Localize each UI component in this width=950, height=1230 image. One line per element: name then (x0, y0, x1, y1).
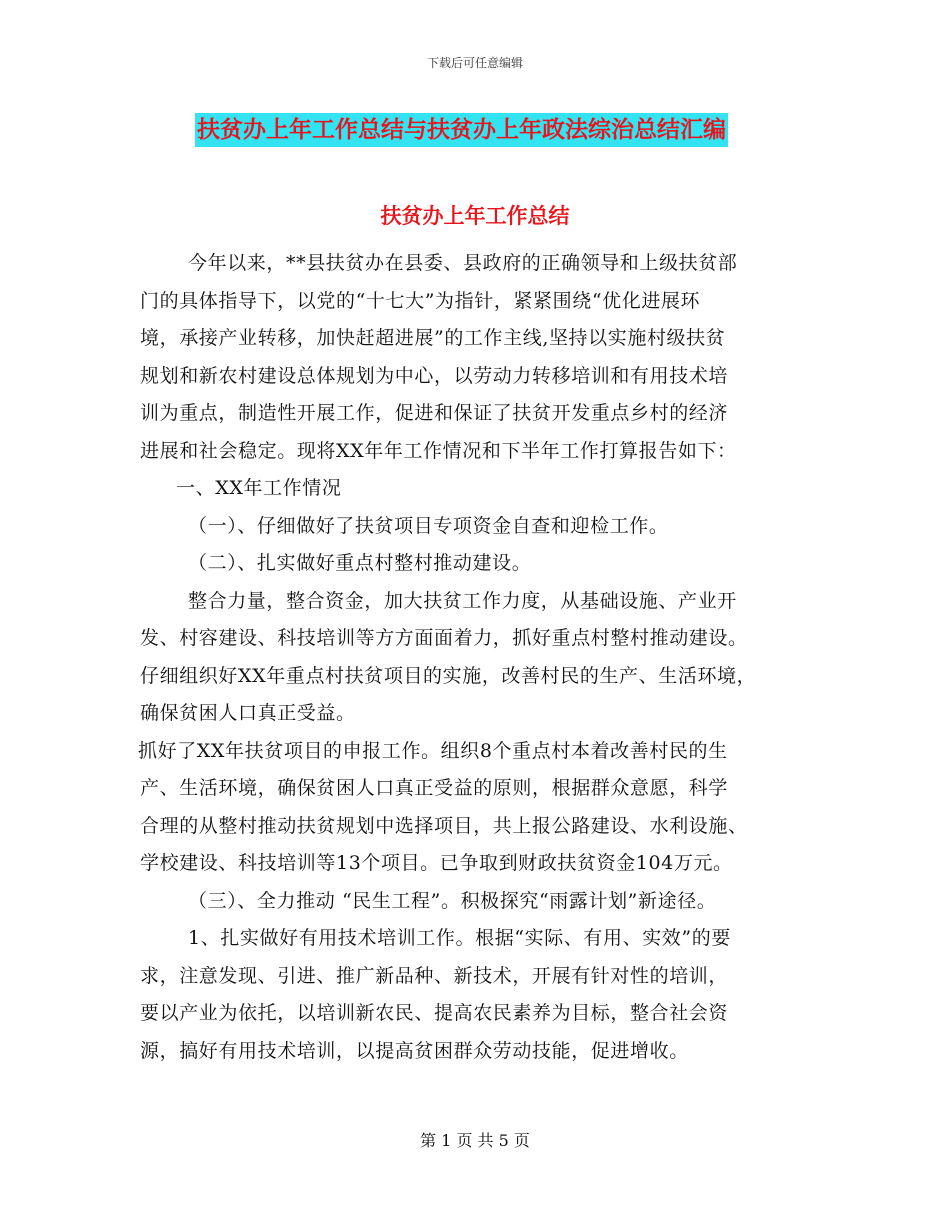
paragraph-line: 1、扎实做好有用技术培训工作。根据“实际、有用、实效”的要 (188, 927, 731, 949)
paragraph-line: 学校建设、科技培训等13个项目。已争取到财政扶贫资金104万元。 (140, 852, 733, 874)
paragraph-line: 进展和社会稳定。现将XX年年工作情况和下半年工作打算报告如下： (140, 439, 737, 462)
paragraph-line: 源，搞好有用技术培训，以提高贫困群众劳动技能，促进增收。 (140, 1039, 689, 1062)
paragraph-line: 境，承接产业转移，加快赶超进展”的工作主线,坚持以实施村级扶贫 (140, 327, 726, 349)
section-heading: 一、XX年工作情况 (176, 477, 342, 499)
paragraph-line: 规划和新农村建设总体规划为中心，以劳动力转移培训和有用技术培 (140, 364, 729, 387)
main-title: 扶贫办上年工作总结与扶贫办上年政法综治总结汇编 (195, 113, 728, 147)
paragraph-line: 求，注意发现、引进、推广新品种、新技术，开展有针对性的培训， (140, 964, 729, 987)
paragraph-line: 整合力量，整合资金，加大扶贫工作力度，从基础设施、产业开 (188, 589, 737, 612)
subsection-heading: （二）、扎实做好重点村整村推动建设。 (188, 552, 532, 574)
header-note: 下载后可任意编辑 (426, 56, 523, 70)
paragraph-line: 要以产业为依托，以培训新农民、提高农民素养为目标，整合社会资 (140, 1002, 729, 1024)
paragraph-line: 产、生活环境，确保贫困人口真正受益的原则，根据群众意愿，科学 (140, 777, 729, 799)
paragraph-line: 仔细组织好XX年重点村扶贫项目的实施，改善村民的生产、生活环境， (140, 664, 757, 687)
paragraph-line: 合理的从整村推动扶贫规划中选择项目，共上报公路建设、水利设施、 (140, 814, 748, 837)
body-text (140, 245, 830, 1070)
paragraph-line: 今年以来，**县扶贫办在县委、县政府的正确领导和上级扶贫部 (188, 252, 738, 274)
page-footer: 第 1 页 共 5 页 (420, 1131, 530, 1150)
subsection-heading: （一）、仔细做好了扶贫项目专项资金自查和迎检工作。 (188, 514, 669, 537)
section-title: 扶贫办上年工作总结 (380, 204, 570, 228)
paragraph-line: 门的具体指导下，以党的“十七大”为指针，紧紧围绕“优化进展环 (140, 289, 701, 312)
paragraph-line: 抓好了XX年扶贫项目的申报工作。组织8个重点村本着改善村民的生 (138, 739, 728, 762)
paragraph-line: 发、村容建设、科技培训等方方面面着力，抓好重点村整村推动建设。 (140, 627, 748, 649)
paragraph-line: 训为重点，制造性开展工作，促进和保证了扶贫开发重点乡村的经济 (140, 402, 729, 424)
subsection-heading: （三）、全力推动 “民生工程”。积极探究“雨露计划”新途径。 (188, 889, 717, 912)
paragraph-line: 确保贫困人口真正受益。 (140, 702, 356, 724)
